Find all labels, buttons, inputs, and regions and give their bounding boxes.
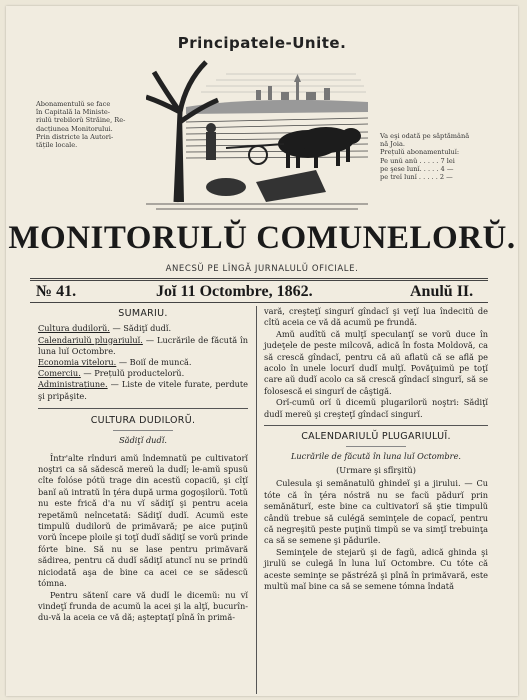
column-divider <box>256 306 257 694</box>
summary-item: Cultura dudilorŭ. — Sădiţĭ dudĭ. <box>38 323 172 334</box>
paragraph: Pentru sătenĭ care vă dudĭ le dicemŭ: nu vĭ vindeţĭ frunda de acumŭ la acei şi la alţĭ, bucurîn-du-vă la aceia ce vă dă; aşteptaţĭ pînă în primă- <box>38 589 248 623</box>
continued-note: (Urmare şi sfîrşitŭ) <box>336 464 416 475</box>
section-subtitle: Sădiţĭ dudĭ. <box>119 435 167 446</box>
right-notice: Va eşi odată pe săptămână nă Joia. Prețulŭ abonamentuluĭ: Pe unŭ anŭ . . . . . 7 lei pe şese lunĭ. . . . . 4 — pe treĭ lunĭ . . . . . 2 — <box>380 132 470 182</box>
left-column <box>38 306 248 624</box>
summary-rule <box>38 408 248 409</box>
summary-item: Calendariulŭ plugariuluĭ. — Lucrările de făcută în luna luĭ Octombre. <box>38 334 248 356</box>
paragraph: Într'alte rînduri amŭ îndemnatŭ pe cultivatorĭ noştri ca să sădescă mereŭ la dudĭ; le-amŭ spusŭ cîte folóse pótŭ trage din acestŭ copaciŭ, şi cîţĭ banĭ aŭ intratŭ în ţéra după urma gogoşilorŭ. Totŭ nu este frică d'a nu vĭ sădiţĭ şi pentru aceia repetămŭ neîncetată: Sădiţĭ dudĭ. Acumŭ este timpulŭ dudilorŭ de primăvară; pe aice puţinŭ vorŭ începe ploile şi toţĭ dudĭ sădiţĭ se vorŭ prinde fórte bine. Să nu se lase pentru primăvară sădirea, pentru că dudĭ sădiţĭ atuncĭ nu se prindŭ niciodată aşa de bine ca acei ce se sădescŭ tómna. <box>38 452 248 589</box>
section-rule-short <box>346 446 406 447</box>
paragraph: Orĭ-cumŭ orĭ ŭ dicemŭ plugarilorŭ noştri: Sădiţĭ dudĭ mereŭ şi creşteţĭ gîndacĭ singurĭ. <box>264 397 488 419</box>
paragraph: Culesula şi semănatulŭ ghindeĭ şi a jirului. — Cu tóte că în ţéra nóstră nu se facŭ pădurĭ prin semănăturĭ, este bine ca cultivatorĭ să ştie timpulŭ cândŭ trebue să culégă seminţele de copacĭ, pentru că negreşitŭ peste puţinŭ timpŭ se va simţĭ trebuinţa ca să se semene şi pădurile. <box>264 478 488 546</box>
section-subtitle: Lucrările de făcută în luna luĭ Octombre. <box>290 451 462 462</box>
summary-list <box>38 323 248 401</box>
farm-vignette-image <box>146 52 368 214</box>
newspaper-title: MONITORULŬ COMUNELORŬ. <box>8 220 516 256</box>
issue-year: Anulŭ II. <box>410 283 474 300</box>
rule-top-1 <box>30 278 488 279</box>
summary-title: SUMARIU. <box>118 308 168 319</box>
summary-item: Administrațiune. — Liste de vitele furate, perdute şi pripăşite. <box>38 379 248 401</box>
issue-number: № 41. <box>36 283 77 300</box>
section-title-calendar: CALENDARIULŬ PLUGARIULUĬ. <box>301 431 451 443</box>
section-title-culture: CULTURA DUDILORŬ. <box>90 414 196 426</box>
rule-dateline <box>30 302 488 303</box>
paragraph: Amŭ audîtŭ că mulţĭ speculanţĭ se vorŭ duce în judeţele de peste milcovă, adică în fosta Moldovă, ca să crescă gîndacĭ, pentru că aŭ aflatŭ că se află pe acolo în unele locurĭ dudĭ mulţĭ. Povăţuimŭ pe toţĭ care aŭ dudĭ acolo ca să crescă gîndacĭ singurĭ, să se folosescă ei singurĭ de câştigă. <box>264 328 488 396</box>
left-notice: Abonamentulŭ se face în Capitală la Ministe- riulŭ trebilorŭ Străine, Re- dacțiunea Monitorului. Prin districte la Autori- tățile locale. <box>36 100 126 150</box>
section-rule <box>264 425 488 426</box>
newspaper-page <box>6 6 518 696</box>
summary-item: Comerciu. — Prețulŭ productelorŭ. <box>38 368 185 379</box>
right-column <box>264 306 488 592</box>
issue-date: Joĭ 11 Octombre, 1862. <box>156 283 313 300</box>
paragraph: Seminţele de stejarŭ şi de fagŭ, adică ghinda şi jirulŭ se culegă în luna luĭ Octombre. Cu tóte că aceste seminţe se păstréză şi pînă în primăvară, este multŭ maĭ bine ca să se semene tómna îndată <box>264 546 488 591</box>
rule-top-2 <box>30 280 488 281</box>
summary-item: Economia viteloru. — Boiĭ de muncă. <box>38 357 192 368</box>
section-rule <box>113 430 173 431</box>
newspaper-tagline: ANECSŬ PE LÎNGĂ JURNALULŬ OFICIALE. <box>165 264 359 274</box>
masthead-country: Principatele-Unite. <box>177 34 347 52</box>
paragraph: vară, creşteţĭ singurĭ gîndacĭ şi veţĭ lua îndecitŭ de cîtŭ aceia ce vă dă acumŭ pe frundă. <box>264 306 488 328</box>
